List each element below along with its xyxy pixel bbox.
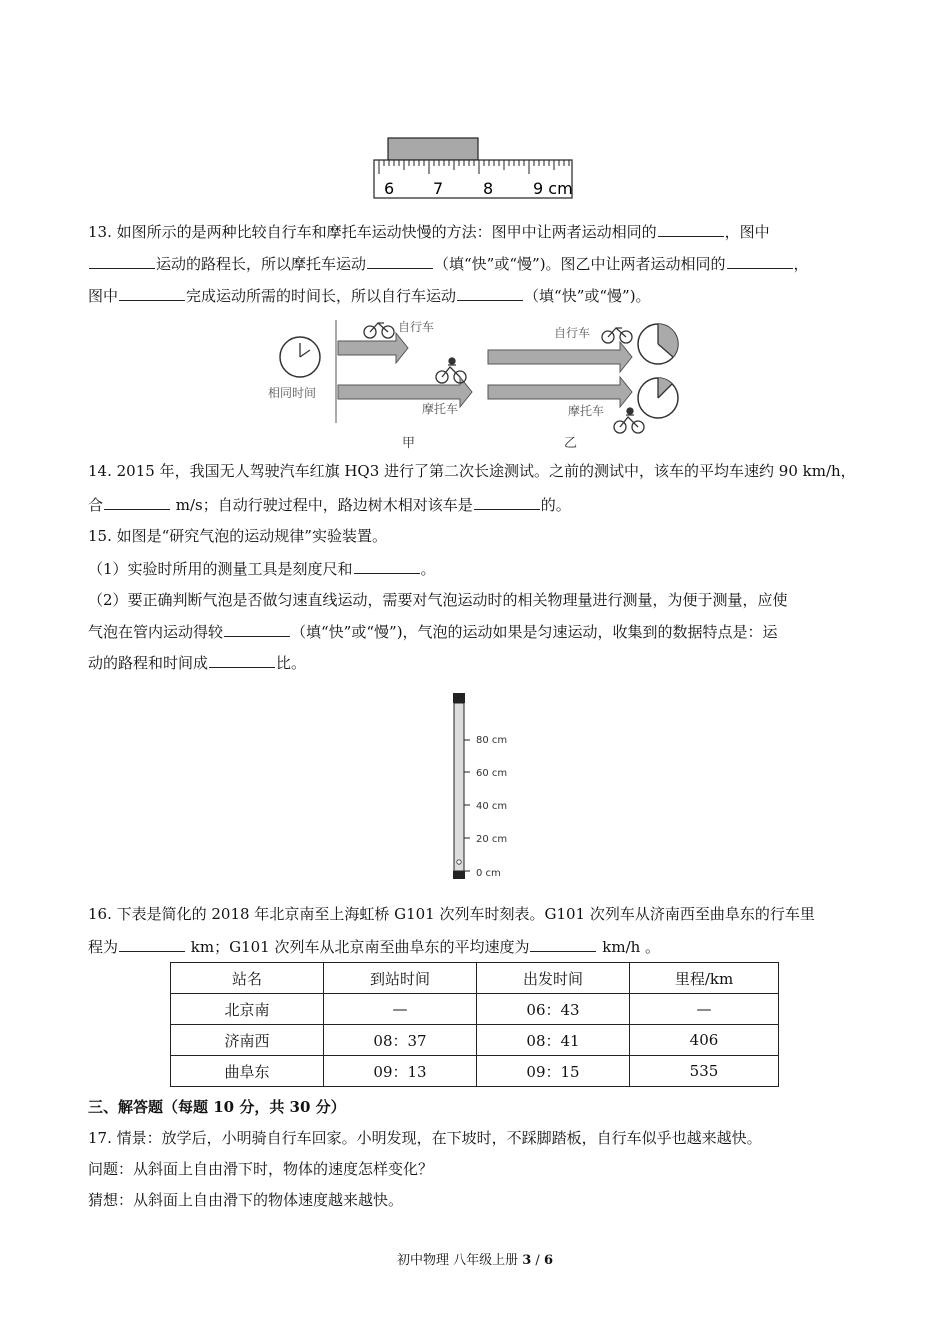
ruler-label-9: 9 cm [533,179,573,198]
bike-moto-figure [260,315,690,450]
table-cell: 535 [630,1056,779,1087]
page-total: 6 [543,1253,553,1268]
blank-q15-2[interactable] [224,621,290,637]
table-header-cell: 站名 [171,963,324,994]
table-row [171,994,779,1025]
table-cell: — [630,994,779,1025]
blank-q13-1[interactable] [658,221,724,237]
yi-label: 乙 [564,436,578,450]
bike-label-jia: 自行车 [398,320,435,334]
bicycle-icon [602,328,632,343]
tube-label-40: 40 cm [476,801,508,812]
blank-q13-5[interactable] [119,285,185,301]
q17-line1: 17. 情景：放学后，小明骑自行车回家。小明发现，在下坡时，不踩脚踏板，自行车似乎也越来越快。 [88,1129,762,1147]
table-cell: — [324,994,477,1025]
page-number: 3 [522,1253,532,1268]
table-cell: 曲阜东 [171,1056,324,1087]
blank-q13-4[interactable] [727,253,793,269]
blank-q14-1[interactable] [104,494,170,510]
table-cell: 08：37 [324,1025,477,1056]
q13-line2: 运动的路程长，所以摩托车运动 （填“快”或“慢”)。图乙中让两者运动相同的 ， [88,253,809,274]
page-footer: 初中物理 八年级上册 3 / 6 [396,1253,553,1268]
tube-top-cap [453,693,465,703]
table-cell: 08：41 [477,1025,630,1056]
tube-bottom-cap [453,871,465,879]
table-cell: 北京南 [171,994,324,1025]
blank-q16-2[interactable] [530,936,596,952]
blank-q14-2[interactable] [474,494,540,510]
clock-icon [638,378,678,418]
moto-label-jia: 摩托车 [422,402,459,416]
q15-line5: 动的路程和时间成 比。 [88,654,307,672]
table-header-row [171,963,779,994]
train-timetable [170,962,779,1087]
blank-q15-3[interactable] [209,652,275,668]
clock-icon [638,324,678,364]
q17-line3: 猜想：从斜面上自由滑下的物体速度越来越快。 [88,1191,404,1209]
q13-line3: 图中 完成运动所需的时间长，所以自行车运动 （填“快”或“慢”)。 [88,287,651,305]
table-row [171,1025,779,1056]
table-cell: 06：43 [477,994,630,1025]
ruler-label-8: 8 [483,179,494,198]
table-header-cell: 到站时间 [324,963,477,994]
blank-q13-3[interactable] [367,253,433,269]
q14-line1: 14. 2015 年，我国无人驾驶汽车红旗 HQ3 进行了第二次长途测试。之前的测试中，该车的平均车速约 90 km/h， [88,462,856,480]
section-heading: 三、解答题（每题 10 分，共 30 分） [88,1098,346,1116]
blank-q16-1[interactable] [119,936,185,952]
motorcycle-icon [614,408,644,433]
q15-line4: 气泡在管内运动得较 （填“快”或“慢”)，气泡的运动如果是匀速运动，收集到的数据特点是：运 [88,623,778,641]
measured-block [388,138,478,160]
table-header-cell: 里程/km [630,963,779,994]
q15-line2: （1）实验时所用的测量工具是刻度尺和 。 [88,560,436,578]
arrow-moto-yi [488,377,632,407]
blank-q15-1[interactable] [354,558,420,574]
q16-line1: 16. 下表是简化的 2018 年北京南至上海虹桥 G101 次列车时刻表。G101 次列车从济南西至曲阜东的行车里 [88,905,815,923]
clock-icon [280,337,320,377]
table-header-cell: 出发时间 [477,963,630,994]
tube-label-0: 0 cm [476,868,501,879]
arrow-bike-yi [488,342,632,372]
q16-line2: 程为 km；G101 次列车从北京南至曲阜东的平均速度为 km/h 。 [88,938,661,956]
table-cell: 09：15 [477,1056,630,1087]
bubble-tube-figure [440,690,530,890]
q15-line3: （2）要正确判断气泡是否做匀速直线运动，需要对气泡运动时的相关物理量进行测量，为便于测量，应使 [88,591,788,609]
ruler-label-7: 7 [433,179,444,198]
tube-label-60: 60 cm [476,768,508,779]
ruler-label-6: 6 [384,179,395,198]
air-bubble [457,860,461,864]
q17-line2: 问题：从斜面上自由滑下时，物体的速度怎样变化？ [88,1160,434,1178]
table-cell: 济南西 [171,1025,324,1056]
jia-label: 甲 [402,436,416,450]
tube-label-20: 20 cm [476,834,508,845]
table-cell: 09：13 [324,1056,477,1087]
glass-tube [454,703,464,871]
q15-line1: 15. 如图是“研究气泡的运动规律”实验装置。 [88,527,387,545]
bike-label-yi: 自行车 [554,326,591,340]
ruler-figure [370,136,580,202]
table-row [171,1056,779,1087]
moto-label-yi: 摩托车 [568,404,605,418]
same-time-label: 相同时间 [268,386,317,400]
tube-label-80: 80 cm [476,735,508,746]
bicycle-icon [364,323,394,338]
table-cell: 406 [630,1025,779,1056]
q13-line1: 13. 如图所示的是两种比较自行车和摩托车运动快慢的方法：图甲中让两者运动相同的 ，图中 [88,223,770,241]
q14-line2: 合 m/s；自动行驶过程中，路边树木相对该车是 的。 [88,496,571,514]
blank-q13-6[interactable] [457,285,523,301]
blank-q13-2[interactable] [89,253,155,269]
